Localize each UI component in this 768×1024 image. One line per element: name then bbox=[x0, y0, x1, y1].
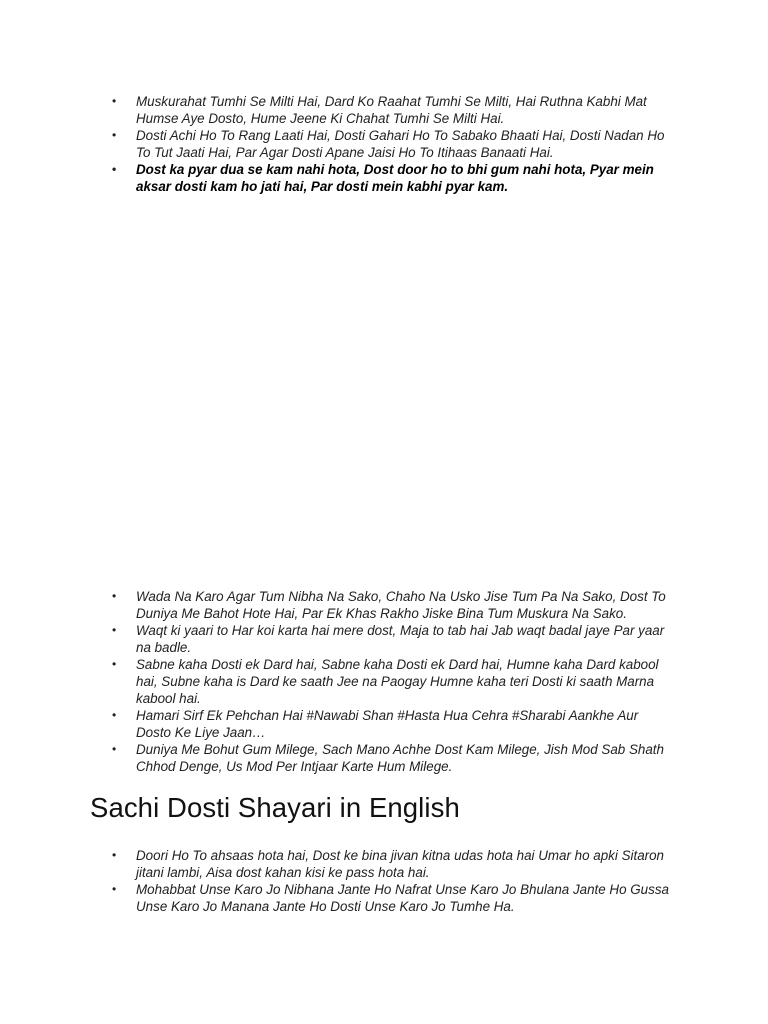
bullet-icon: • bbox=[112, 742, 117, 756]
list-item bbox=[112, 588, 672, 622]
list-item bbox=[112, 707, 672, 741]
bullet-icon: • bbox=[112, 882, 117, 896]
bullet-icon: • bbox=[112, 657, 117, 671]
shayari-text: Doori Ho To ahsaas hota hai, Dost ke bina jivan kitna udas hota hai Umar ho apki Sitaron jitani lambi, Aisa dost kahan kisi ke pass hota hai. bbox=[136, 848, 664, 880]
shayari-text: Mohabbat Unse Karo Jo Nibhana Jante Ho Nafrat Unse Karo Jo Bhulana Jante Ho Gussa Unse Karo Jo Manana Jante Ho Dosti Unse Karo Jo Tumhe Ha. bbox=[136, 882, 669, 914]
bullet-icon: • bbox=[112, 162, 117, 176]
shayari-text: Dosti Achi Ho To Rang Laati Hai, Dosti Gahari Ho To Sabako Bhaati Hai, Dosti Nadan Ho To Tut Jaati Hai, Par Agar Dosti Apane Jaisi Ho To Itihaas Banaati Hai. bbox=[136, 128, 665, 160]
shayari-text: Duniya Me Bohut Gum Milege, Sach Mano Achhe Dost Kam Milege, Jish Mod Sab Shath Chhod Denge, Us Mod Per Intjaar Karte Hum Milege. bbox=[136, 742, 664, 774]
list-item bbox=[112, 881, 672, 915]
list-item bbox=[112, 622, 672, 656]
shayari-text: Muskurahat Tumhi Se Milti Hai, Dard Ko Raahat Tumhi Se Milti, Hai Ruthna Kabhi Mat Humse Aye Dosto, Hume Jeene Ki Chahat Tumhi Se Milti Hai. bbox=[136, 94, 647, 126]
list-item bbox=[112, 656, 672, 707]
shayari-list-top bbox=[112, 93, 672, 195]
bullet-icon: • bbox=[112, 589, 117, 603]
section-heading: Sachi Dosti Shayari in English bbox=[90, 792, 460, 823]
shayari-text: Sabne kaha Dosti ek Dard hai, Sabne kaha Dosti ek Dard hai, Humne kaha Dard kabool hai, Subne kaha is Dard ke saath Jee na Paogay Humne kaha teri Dosti ki saath Marna kabool hai. bbox=[136, 657, 659, 706]
bullet-icon: • bbox=[112, 708, 117, 722]
bullet-icon: • bbox=[112, 94, 117, 108]
list-item bbox=[112, 741, 672, 775]
shayari-text: Dost ka pyar dua se kam nahi hota, Dost door ho to bhi gum nahi hota, Pyar mein aksar dosti kam ho jati hai, Par dosti mein kabhi pyar kam. bbox=[136, 162, 654, 194]
shayari-text: Wada Na Karo Agar Tum Nibha Na Sako, Chaho Na Usko Jise Tum Pa Na Sako, Dost To Duniya Me Bahot Hote Hai, Par Ek Khas Rakho Jiske Bina Tum Muskura Na Sako. bbox=[136, 589, 666, 621]
list-item bbox=[112, 127, 672, 161]
bullet-icon: • bbox=[112, 128, 117, 142]
shayari-text: Waqt ki yaari to Har koi karta hai mere dost, Maja to tab hai Jab waqt badal jaye Par yaar na badle. bbox=[136, 623, 665, 655]
shayari-text: Hamari Sirf Ek Pehchan Hai #Nawabi Shan #Hasta Hua Cehra #Sharabi Aankhe Aur Dosto Ke Liye Jaan… bbox=[136, 708, 639, 740]
list-item bbox=[112, 161, 672, 195]
bullet-icon: • bbox=[112, 848, 117, 862]
bullet-icon: • bbox=[112, 623, 117, 637]
list-item bbox=[112, 93, 672, 127]
shayari-list-bottom bbox=[112, 847, 672, 915]
shayari-list-middle bbox=[112, 588, 672, 775]
list-item bbox=[112, 847, 672, 881]
